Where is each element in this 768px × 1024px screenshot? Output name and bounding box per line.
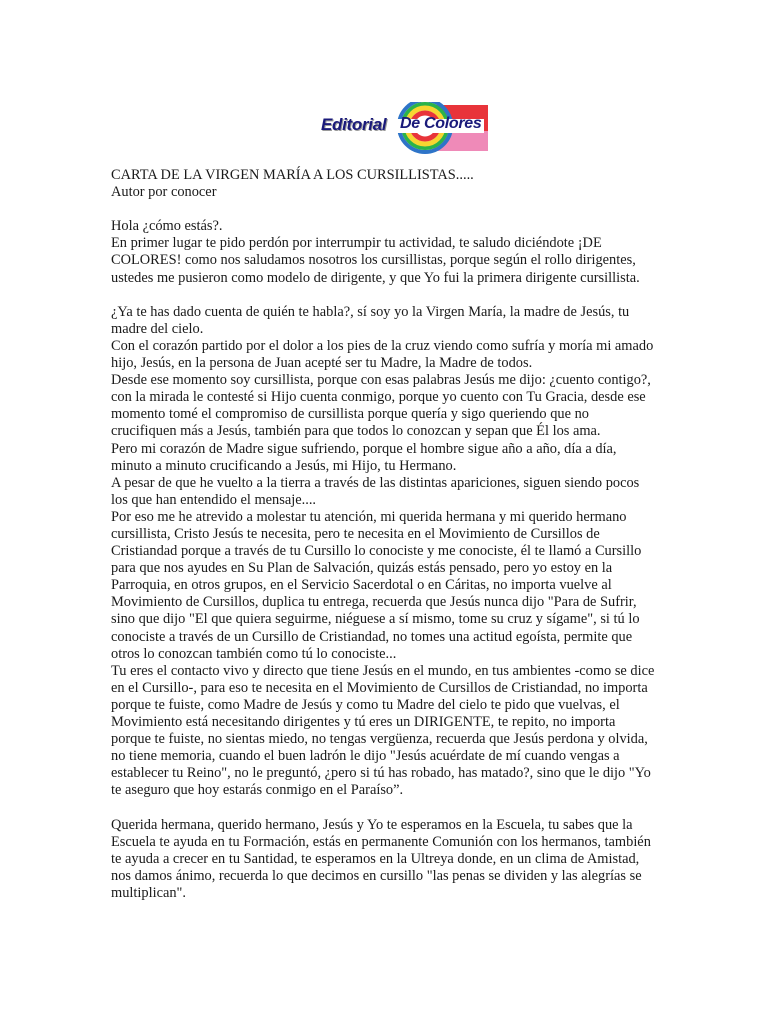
text-line: te aseguro que hoy estarás conmigo en el Paraíso”. <box>111 782 404 799</box>
text-line: ustedes me pusieron como modelo de dirigente, y que Yo fui la primera dirigente cursillista. <box>111 269 640 286</box>
text-line: COLORES! como nos saludamos nosotros los cursillistas, porque según el rollo dirigentes, <box>111 252 636 269</box>
text-line: madre del cielo. <box>111 320 204 337</box>
text-line: establecer tu Reino", no le preguntó, ¿pero si tú has robado, has matado?, sino que le dijo "Yo <box>111 765 651 782</box>
paragraph-gap <box>111 287 711 304</box>
text-line: Con el corazón partido por el dolor a los pies de la cruz viendo como sufría y moría mi amado <box>111 337 654 354</box>
text-line: nos damos ánimo, recuerda lo que decimos en cursillo "las penas se dividen y las alegrías se <box>111 867 642 884</box>
text-line: Cristiandad porque a través de tu Cursillo lo conociste y me conociste, él te llamó a Cursillo <box>111 543 642 560</box>
editorial-logo <box>318 102 490 154</box>
text-line: Tu eres el contacto vivo y directo que tiene Jesús en el mundo, en tus ambientes -como se dice <box>111 662 655 679</box>
text-line: conociste a través de un Cursillo de Cristiandad, no tomes una actitud egoísta, permite que <box>111 628 633 645</box>
text-line: Querida hermana, querido hermano, Jesús y Yo te esperamos en la Escuela, tu sabes que la <box>111 816 633 833</box>
text-line: porque te fuiste, no sientas miedo, no tengas vergüenza, recuerda que Jesús perdona y olvida, <box>111 731 648 748</box>
text-line: en el Cursillo-, para eso te necesita en el Movimiento de Cursillos de Cristiandad, no importa <box>111 679 648 696</box>
text-line: Movimiento está necesitando dirigentes y tú eres un DIRIGENTE, te repito, no importa <box>111 714 616 730</box>
text-line: A pesar de que he vuelto a la tierra a través de las distintas apariciones, siguen siendo pocos <box>111 474 640 491</box>
paragraph-gap <box>111 799 711 816</box>
text-line: crucifiquen más a Jesús, también para que todos lo conozcan y sepan que Él los ama. <box>111 423 601 440</box>
text-line: los que han entendido el mensaje.... <box>111 491 317 508</box>
text-line: hijo, Jesús, en la persona de Juan acepté ser tu Madre, la Madre de todos. <box>111 355 533 372</box>
text-line: sino que dijo "El que quiera seguirme, niéguese a sí mismo, tome su cruz y sígame", si tú lo <box>111 611 640 628</box>
text-line: Por eso me he atrevido a molestar tu atención, mi querida hermana y mi querido hermano <box>111 508 627 525</box>
text-line: multiplican". <box>111 884 187 901</box>
paragraph-container <box>111 218 711 902</box>
text-line: cursillista, Cristo Jesús te necesita, pero te necesita en el Movimiento de Cursillos de <box>111 525 600 542</box>
text-line: minuto a minuto crucificando a Jesús, mi Hijo, tu Hermano. <box>111 457 457 474</box>
letter-title: CARTA DE LA VIRGEN MARÍA A LOS CURSILLISTAS..... <box>111 167 474 183</box>
text-line: Hola ¿cómo estás?. <box>111 218 223 235</box>
text-line: con la mirada le contesté si Hijo cuenta conmigo, porque yo cuento con Tu Gracia, desde ese <box>111 389 646 406</box>
text-line: Movimiento de Cursillos, duplica tu entrega, recuerda que Jesús nunca dijo "Para de Sufrir, <box>111 594 637 611</box>
text-line: ¿Ya te has dado cuenta de quién te habla?, sí soy yo la Virgen María, la madre de Jesús, tu <box>111 303 630 320</box>
paragraph-gap <box>111 201 711 218</box>
logo-de-colores-text: De Colores <box>400 115 482 132</box>
text-line: para que nos ayudes en Su Plan de Salvación, quizás estás pensado, pero yo estoy en la <box>111 560 613 577</box>
text-line: Escuela te ayuda en tu Formación, estás en permanente Comunión con los hermanos, también <box>111 833 651 850</box>
text-line: te ayuda a crecer en tu Santidad, te esperamos en la Ultreya donde, en un clima de Amistad, <box>111 850 640 867</box>
letter-author: Autor por conocer <box>111 184 217 201</box>
text-line: otros lo conozcan también como tú lo conociste... <box>111 645 397 662</box>
text-line: Desde ese momento soy cursillista, porque con esas palabras Jesús me dijo: ¿cuento contigo?, <box>111 372 651 389</box>
paragraph <box>111 304 711 800</box>
text-line: Parroquia, en otros grupos, en el Servicio Sacerdotal o en Cáritas, no importa vuelve al <box>111 577 612 594</box>
paragraph <box>111 218 711 286</box>
letter-body <box>111 167 711 902</box>
text-line: En primer lugar te pido perdón por interrumpir tu actividad, te saludo diciéndote ¡DE <box>111 235 602 252</box>
paragraph <box>111 817 711 902</box>
logo-editorial-text: Editorial <box>321 115 387 134</box>
text-line: porque te fuiste, como Madre de Jesús y como tu Madre del cielo te pido que vuelvas, el <box>111 696 620 713</box>
text-line: no tiene memoria, cuando el buen ladrón le dijo "Jesús acuérdate de mí cuando vengas a <box>111 748 620 765</box>
text-line: momento tomé el compromiso de cursillista porque quería y sigo queriendo que no <box>111 406 589 423</box>
text-line: Pero mi corazón de Madre sigue sufriendo, porque el hombre sigue año a año, día a día, <box>111 440 617 457</box>
